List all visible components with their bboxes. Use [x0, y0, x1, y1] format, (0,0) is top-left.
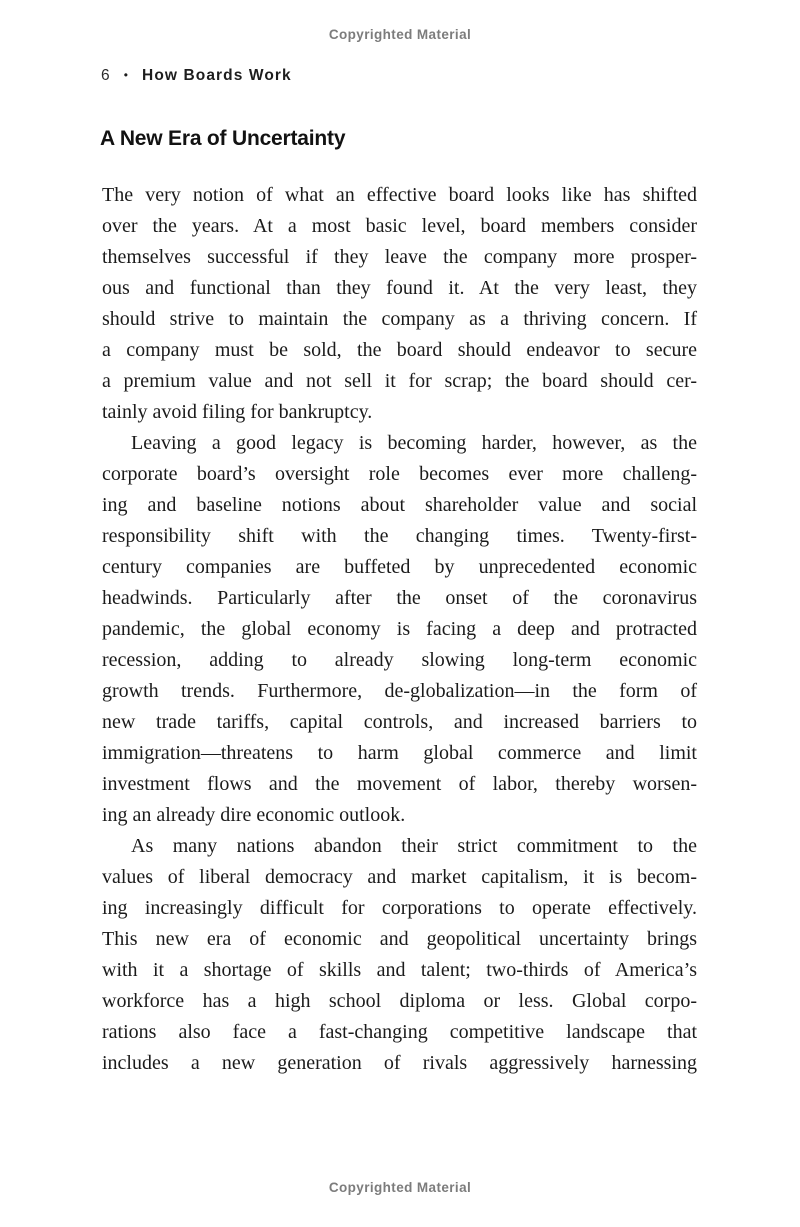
body-line: investment flows and the movement of labor, thereby worsen- [102, 773, 697, 795]
body-line: rations also face a fast-changing competitive landscape that [102, 1021, 697, 1043]
body-line: ing and baseline notions about shareholder value and social [102, 494, 697, 516]
body-line: values of liberal democracy and market capitalism, it is becom- [102, 866, 697, 888]
body-line: includes a new generation of rivals aggressively harnessing [102, 1052, 697, 1074]
body-line: As many nations abandon their strict commitment to the [131, 835, 697, 857]
body-line: with it a shortage of skills and talent; two-thirds of America’s [102, 959, 697, 981]
body-line: workforce has a high school diploma or less. Global corpo- [102, 990, 697, 1012]
body-line: corporate board’s oversight role becomes ever more challeng- [102, 463, 697, 485]
body-line: immigration—threatens to harm global commerce and limit [102, 742, 697, 764]
body-line: a company must be sold, the board should endeavor to secure [102, 339, 697, 361]
copyright-notice-top: Copyrighted Material [328, 27, 472, 42]
body-line: Leaving a good legacy is becoming harder, however, as the [131, 432, 697, 454]
body-line: pandemic, the global economy is facing a deep and protracted [102, 618, 697, 640]
body-line: should strive to maintain the company as a thriving concern. If [102, 308, 697, 330]
body-line: The very notion of what an effective board looks like has shifted [102, 184, 697, 206]
body-line: themselves successful if they leave the company more prosper- [102, 246, 697, 268]
body-line: headwinds. Particularly after the onset of the coronavirus [102, 587, 697, 609]
body-line: recession, adding to already slowing long-term economic [102, 649, 697, 671]
body-line: ous and functional than they found it. At the very least, they [102, 277, 697, 299]
body-line: This new era of economic and geopolitical uncertainty brings [102, 928, 697, 950]
body-line: century companies are buffeted by unprecedented economic [102, 556, 697, 578]
body-text [102, 180, 697, 1079]
body-line: new trade tariffs, capital controls, and increased barriers to [102, 711, 697, 733]
running-head [101, 67, 292, 85]
copyright-notice-bottom: Copyrighted Material [328, 1180, 472, 1195]
body-line: ing increasingly difficult for corporations to operate effectively. [102, 897, 697, 919]
body-line: ing an already dire economic outlook. [102, 804, 406, 826]
body-line: a premium value and not sell it for scrap; the board should cer- [102, 370, 697, 392]
body-line: responsibility shift with the changing times. Twenty-first- [102, 525, 697, 547]
body-line: tainly avoid filing for bankruptcy. [102, 401, 373, 423]
page-number: 6 [101, 67, 111, 84]
section-heading: A New Era of Uncertainty [100, 127, 346, 150]
book-title: How Boards Work [142, 67, 292, 84]
body-line: over the years. At a most basic level, board members consider [102, 215, 697, 237]
bullet-separator-icon: • [123, 68, 130, 82]
body-line: growth trends. Furthermore, de-globalization—in the form of [102, 680, 697, 702]
